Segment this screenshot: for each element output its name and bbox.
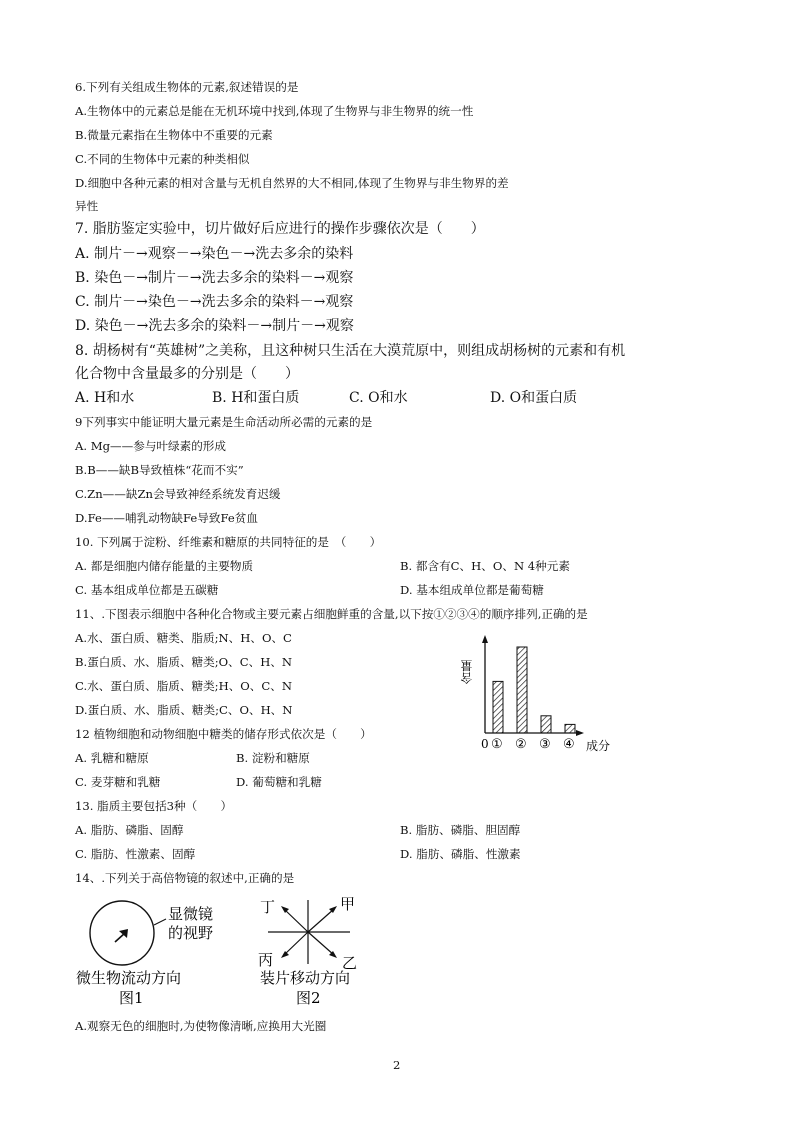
bar-3 [541,716,551,733]
q13-option-c: C. 脂肪、性激素、固醇 [75,847,196,861]
q6-option-a: A.生物体中的元素总是能在无机环境中找到,体现了生物界与非生物界的统一性 [75,104,474,118]
q6-option-b: B.微量元素指在生物体中不重要的元素 [75,128,273,142]
fig1-label-line1: 显微镜 [168,905,214,923]
q13-option-b: B. 脂肪、磷脂、胆固醇 [400,823,521,837]
q14-stem: 14、.下列关于高倍物镜的叙述中,正确的是 [75,871,295,885]
q11-option-c: C.水、蛋白质、脂质、糖类;H、O、C、N [75,679,292,693]
arrow-ding-icon [281,906,308,932]
q12-option-b: B. 淀粉和糖原 [236,751,310,765]
q14-figure-2 [250,895,370,1010]
bar-4 [565,724,575,733]
q13-option-a: A. 脂肪、磷脂、固醇 [75,823,184,837]
page-number: 2 [393,1058,401,1072]
category-label-2: ② [515,737,527,752]
q9-option-b: B.B——缺B导致植株“花而不实” [75,463,244,477]
category-label-4: ④ [563,737,575,752]
arrow-jia-icon [308,906,337,932]
fig1-title: 图1 [119,989,144,1007]
y-axis-label: 含量 [460,660,474,684]
q7-option-d: D. 染色－→洗去多余的染料－→制片－→观察 [75,318,354,334]
fig1-label-line2: 的视野 [168,924,214,942]
q11-stem: 11、.下图表示细胞中各种化合物或主要元素占细胞鲜重的含量,以下按①②③④的顺序排列,正确的是 [75,607,588,621]
q13-option-d: D. 脂肪、磷脂、性激素 [400,847,521,861]
origin-label: 0 [481,737,489,751]
q10-option-b: B. 都含有C、H、O、N 4种元素 [400,559,570,573]
fig1-caption: 微生物流动方向 [76,969,182,987]
q11-bar-chart [455,632,630,757]
q10-option-a: A. 都是细胞内储存能量的主要物质 [75,559,254,573]
q8-stem: 8. 胡杨树有“英雄树”之美称，且这种树只生活在大漠荒原中，则组成胡杨树的元素和有机 [75,343,626,359]
q8-stem-continued: 化合物中含量最多的分别是（ ） [75,366,299,382]
fig2-label-yi: 乙 [342,954,358,972]
fig2-label-ding: 丁 [260,898,276,916]
q12-option-a: A. 乳糖和糖原 [75,751,149,765]
q14-figure-1 [72,895,237,1010]
q6-option-d-continued: 异性 [75,199,99,213]
x-axis-arrow-icon [576,730,584,736]
category-label-1: ① [491,737,503,752]
q8-option-c: C. O和水 [349,390,408,406]
q11-option-b: B.蛋白质、水、脂质、糖类;O、C、H、N [75,655,293,669]
q7-option-c: C. 制片－→染色－→洗去多余的染料－→观察 [75,294,354,310]
q9-option-c: C.Zn——缺Zn会导致神经系统发育迟缓 [75,487,281,501]
q9-option-a: A. Mg——参与叶绿素的形成 [75,439,226,453]
bar-1 [493,681,503,733]
q11-option-d: D.蛋白质、水、脂质、糖类;C、O、H、N [75,703,293,717]
q8-option-b: B. H和蛋白质 [212,390,300,406]
q7-stem: 7. 脂肪鉴定实验中，切片做好后应进行的操作步骤依次是（ ） [75,221,485,237]
microbe-arrow-icon [115,929,128,942]
bar-2 [517,647,527,733]
fig2-caption: 装片移动方向 [260,969,351,987]
q9-stem: 9下列事实中能证明大量元素是生命活动所必需的元素的是 [75,415,373,429]
fig2-label-jia: 甲 [340,895,356,913]
q7-option-a: A. 制片－→观察－→染色－→洗去多余的染料 [75,246,354,262]
q14-option-a: A.观察无色的细胞时,为使物像清晰,应换用大光圈 [75,1019,327,1033]
y-axis-arrow-icon [482,635,488,643]
label-pointer-line [154,919,166,925]
q10-stem: 10. 下列属于淀粉、纤维素和糖原的共同特征的是 （ ） [75,535,382,549]
q6-stem: 6.下列有关组成生物体的元素,叙述错误的是 [75,80,299,94]
category-label-3: ③ [539,737,551,752]
q10-option-d: D. 基本组成单位都是葡萄糖 [400,583,544,597]
q11-option-a: A.水、蛋白质、糖类、脂质;N、H、O、C [75,631,292,645]
q6-option-c: C.不同的生物体中元素的种类相似 [75,152,250,166]
q13-stem: 13. 脂质主要包括3种（ ） [75,799,233,813]
q7-option-b: B. 染色－→制片－→洗去多余的染料－→观察 [75,270,354,286]
q10-option-c: C. 基本组成单位都是五碳糖 [75,583,219,597]
arrow-bing-icon [281,932,308,958]
q9-option-d: D.Fe——哺乳动物缺Fe导致Fe贫血 [75,511,258,525]
q12-option-d: D. 葡萄糖和乳糖 [236,775,322,789]
arrow-yi-icon [308,932,337,958]
q8-option-d: D. O和蛋白质 [490,390,578,406]
q8-option-a: A. H和水 [75,390,135,406]
q12-stem: 12 植物细胞和动物细胞中糖类的储存形式依次是（ ） [75,727,372,741]
q6-option-d: D.细胞中各种元素的相对含量与无机自然界的大不相同,体现了生物界与非生物界的差 [75,176,509,190]
q12-option-c: C. 麦芽糖和乳糖 [75,775,161,789]
fig2-label-bing: 丙 [258,951,274,969]
x-axis-label: 成分 [586,739,611,753]
fig2-title: 图2 [296,989,321,1007]
